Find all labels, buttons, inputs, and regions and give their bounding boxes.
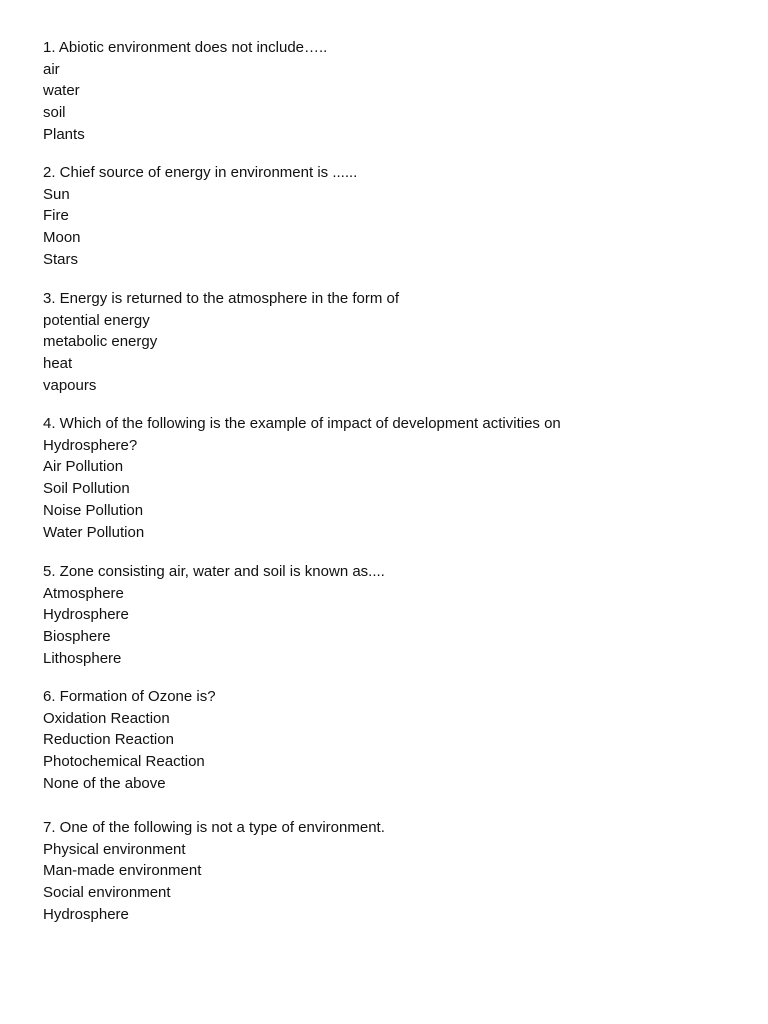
option-item: Oxidation Reaction <box>43 709 170 727</box>
question-1 <box>43 37 643 146</box>
option-item: Man-made environment <box>43 862 202 880</box>
option-item: Reduction Reaction <box>43 731 174 749</box>
option-item: water <box>43 82 80 100</box>
option-item: heat <box>43 355 73 373</box>
option-item: Fire <box>43 207 69 225</box>
option-item: Moon <box>43 229 81 247</box>
option-item: Social environment <box>43 884 171 902</box>
option-item: Physical environment <box>43 840 186 858</box>
option-item: Plants <box>43 125 85 143</box>
question-7 <box>43 817 643 926</box>
question-text: 3. Energy is returned to the atmosphere in the form of <box>43 290 400 307</box>
option-item: Sun <box>43 185 70 203</box>
option-item: Air Pollution <box>43 458 124 476</box>
option-item: Soil Pollution <box>43 480 130 498</box>
question-4 <box>43 413 643 543</box>
option-item: Hydrosphere <box>43 606 129 624</box>
option-item: potential energy <box>43 311 150 329</box>
question-6 <box>43 686 643 795</box>
question-text: 2. Chief source of energy in environment is ...... <box>43 164 358 181</box>
question-text: 6. Formation of Ozone is? <box>43 688 216 705</box>
question-5 <box>43 561 643 670</box>
option-item: soil <box>43 104 66 122</box>
question-3 <box>43 288 643 397</box>
question-text: 4. Which of the following is the example of impact of development activities on Hydrosphere? <box>43 415 561 454</box>
question-2 <box>43 162 643 271</box>
option-item: vapours <box>43 376 97 394</box>
question-text: 7. One of the following is not a type of environment. <box>43 819 385 836</box>
option-item: None of the above <box>43 774 166 792</box>
option-item: Photochemical Reaction <box>43 753 205 771</box>
option-item: Water Pollution <box>43 523 145 541</box>
option-item: Biosphere <box>43 628 111 646</box>
option-item: Atmosphere <box>43 584 124 602</box>
option-item: Hydrosphere <box>43 905 129 923</box>
question-text: 5. Zone consisting air, water and soil is known as.... <box>43 563 385 580</box>
option-item: metabolic energy <box>43 333 158 351</box>
option-item: air <box>43 60 60 78</box>
option-item: Noise Pollution <box>43 501 144 519</box>
question-text: 1. Abiotic environment does not include….. <box>43 39 328 56</box>
option-item: Lithosphere <box>43 649 122 667</box>
option-item: Stars <box>43 250 79 268</box>
